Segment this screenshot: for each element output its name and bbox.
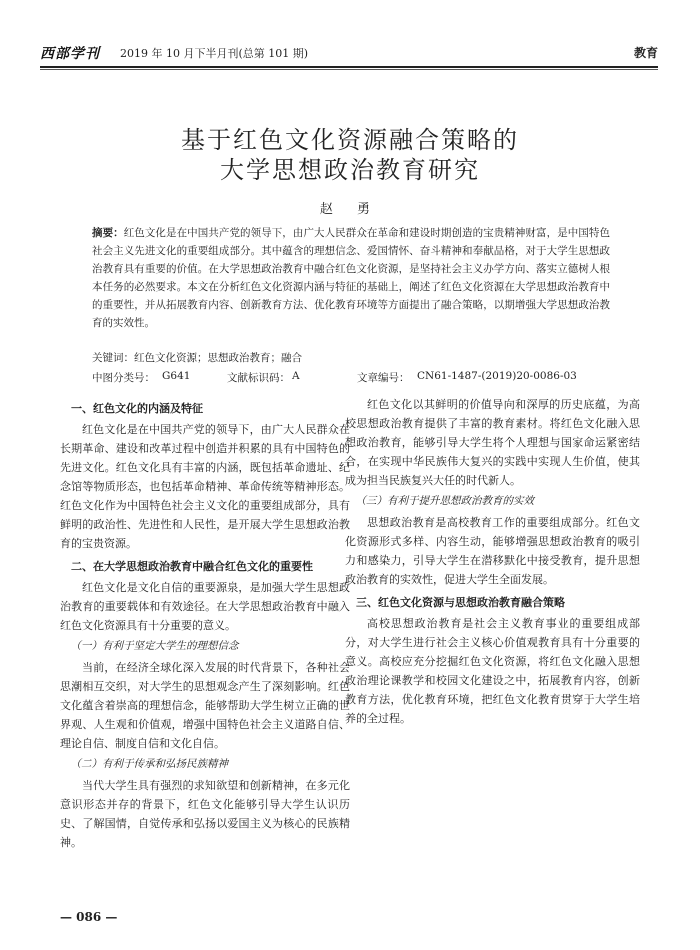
- right-paragraph-1: 红色文化以其鲜明的价值导向和深厚的历史底蕴，为高校思想政治教育提供了丰富的教育素材。将红色文化融入思想政治教育，能够引导大学生将个人理想与国家命运紧密结合，在实现中华民族伟大复兴的实践中实现人生价值，使其成为担当民族复兴大任的时代新人。: [345, 398, 640, 487]
- left-column: [60, 395, 350, 852]
- article-number-label: 文章编号：: [357, 372, 410, 384]
- section-2-subheading-3: （三）有利于提升思想政治教育的实效: [355, 495, 534, 507]
- section-2-paragraph-1: 红色文化是文化自信的重要源泉，是加强大学生思想政治教育的重要载体和有效途径。在大学思想政治教育中融入红色文化资源具有十分重要的意义。: [60, 581, 350, 632]
- keywords: [92, 350, 610, 365]
- section-1-paragraph: 红色文化是在中国共产党的领导下，由广大人民群众在长期革命、建设和改革过程中创造并积累的具有中国特色的先进文化。红色文化具有丰富的内涵，既包括革命遗址、纪念馆等物质形态，也包括革命精神、革命传统等精神形态。红色文化作为中国特色社会主义文化的重要组成部分，具有鲜明的政治性、先进性和人民性，是开展大学生思想政治教育的宝贵资源。: [60, 423, 350, 550]
- keywords-label: 关键词：: [92, 352, 134, 364]
- clc-value: G641: [162, 370, 191, 382]
- section-tag: 教育: [633, 46, 658, 60]
- article-title-line-2: 大学思想政治教育研究: [220, 156, 480, 184]
- section-2-subheading-1: （一）有利于坚定大学生的理想信念: [70, 640, 239, 652]
- right-column: [345, 395, 640, 728]
- article-number-value: CN61-1487-(2019)20-0086-03: [417, 370, 577, 382]
- journal-logo: 西部学刊: [40, 46, 100, 62]
- section-3-heading: 三、红色文化资源与思想政治教育融合策略: [356, 596, 565, 609]
- abstract-label: 摘要：: [92, 227, 124, 239]
- author: 赵 勇: [319, 202, 381, 217]
- right-paragraph-2: 思想政治教育是高校教育工作的重要组成部分。红色文化资源形式多样、内容生动，能够增强思想政治教育的吸引力和感染力，引导大学生在潜移默化中接受教育，提升思想政治教育的实效性，促进大学生全面发展。: [345, 516, 640, 586]
- section-1-heading: 一、红色文化的内涵及特征: [71, 402, 203, 415]
- clc-label: 中图分类号：: [92, 372, 155, 384]
- section-2-paragraph-2: 当前，在经济全球化深入发展的时代背景下，各种社会思潮相互交织，对大学生的思想观念产生了深刻影响。红色文化蕴含着崇高的理想信念，能够帮助大学生树立正确的世界观、人生观和价值观，增强中国特色社会主义道路自信、理论自信、制度自信和文化自信。: [60, 661, 350, 750]
- header-rule: [40, 66, 658, 68]
- abstract: [92, 224, 610, 332]
- section-2-paragraph-3: 当代大学生具有强烈的求知欲望和创新精神，在多元化意识形态并存的背景下，红色文化能够引导大学生认识历史、了解国情，自觉传承和弘扬以爱国主义为核心的民族精神。: [60, 779, 350, 849]
- header-rule-thin: [40, 69, 658, 70]
- keywords-text: 红色文化资源；思想政治教育；融合: [134, 352, 302, 364]
- article-title-line-1: 基于红色文化资源融合策略的: [181, 126, 519, 154]
- section-2-subheading-2: （二）有利于传承和弘扬民族精神: [70, 758, 228, 770]
- section-2-heading: 二、在大学思想政治教育中融合红色文化的重要性: [71, 560, 313, 573]
- journal-issue: 2019 年 10 月下半月刊(总第 101 期): [120, 47, 309, 60]
- doc-code-value: A: [292, 370, 300, 382]
- doc-code-label: 文献标识码：: [227, 372, 290, 384]
- abstract-text: 红色文化是在中国共产党的领导下，由广大人民群众在革命和建设时期创造的宝贵精神财富，是中国特色社会主义先进文化的重要组成部分。其中蕴含的理想信念、爱国情怀、奋斗精神和奉献品格，对于大学生思想政治教育具有重要的价值。在大学思想政治教育中融合红色文化资源，是坚持社会主义办学方向、落实立德树人根本任务的必然要求。本文在分析红色文化资源内涵与特征的基础上，阐述了红色文化资源在大学思想政治教育中的重要性，并从拓展教育内容、创新教育方法、优化教育环境等方面提出了融合策略，以期增强大学思想政治教育的实效性。: [92, 227, 610, 329]
- section-3-paragraph: 高校思想政治教育是社会主义教育事业的重要组成部分，对大学生进行社会主义核心价值观教育具有十分重要的意义。高校应充分挖掘红色文化资源，将红色文化融入思想政治理论课教学和校园文化建设之中，拓展教育内容，创新教育方法，优化教育环境，把红色文化教育贯穿于大学生培养的全过程。: [345, 617, 640, 725]
- page-header: [40, 40, 658, 64]
- page-number: — 086 —: [60, 910, 118, 924]
